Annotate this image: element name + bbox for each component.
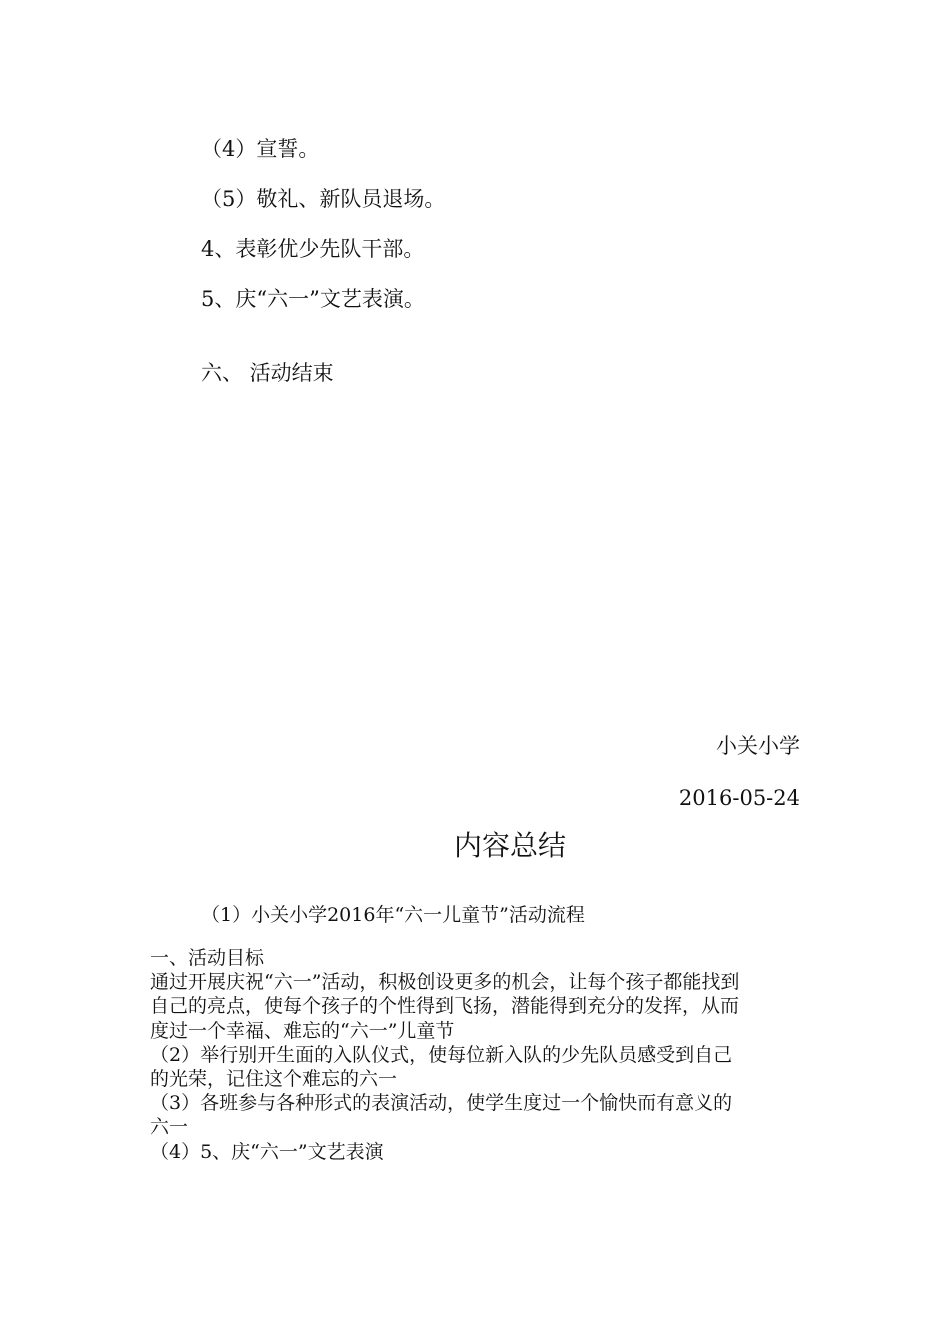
summary-line: （2）举行别开生面的入队仪式，使每位新入队的少先队员感受到自己 — [150, 1043, 733, 1066]
summary-subtitle: （1）小关小学2016年“六一儿童节”活动流程 — [201, 904, 585, 926]
list-item-oath: （4）宣誓。 — [201, 137, 320, 161]
summary-line: 通过开展庆祝“六一”活动，积极创设更多的机会，让每个孩子都能找到 — [150, 971, 740, 994]
summary-line: 六一 — [150, 1116, 189, 1139]
list-item-salute: （5）敬礼、新队员退场。 — [201, 187, 446, 211]
summary-line: （4）5、庆“六一”文艺表演 — [150, 1140, 384, 1163]
summary-title: 内容总结 — [453, 829, 566, 862]
signature-date: 2016-05-24 — [678, 786, 800, 810]
summary-line: 一、活动目标 — [150, 947, 265, 969]
section-heading-end: 六、 活动结束 — [201, 361, 334, 385]
summary-line: 自己的亮点，使每个孩子的个性得到飞扬，潜能得到充分的发挥，从而 — [150, 995, 740, 1018]
summary-body — [150, 946, 800, 1164]
signature-school: 小关小学 — [716, 734, 800, 758]
summary-line: 度过一个幸福、难忘的“六一”儿童节 — [150, 1019, 455, 1042]
summary-line: 的光荣，记住这个难忘的六一 — [150, 1068, 398, 1091]
summary-line: （3）各班参与各种形式的表演活动，使学生度过一个愉快而有意义的 — [150, 1092, 733, 1115]
list-item-commendation: 4、表彰优少先队干部。 — [201, 237, 425, 261]
list-item-performance: 5、庆“六一”文艺表演。 — [201, 287, 425, 311]
